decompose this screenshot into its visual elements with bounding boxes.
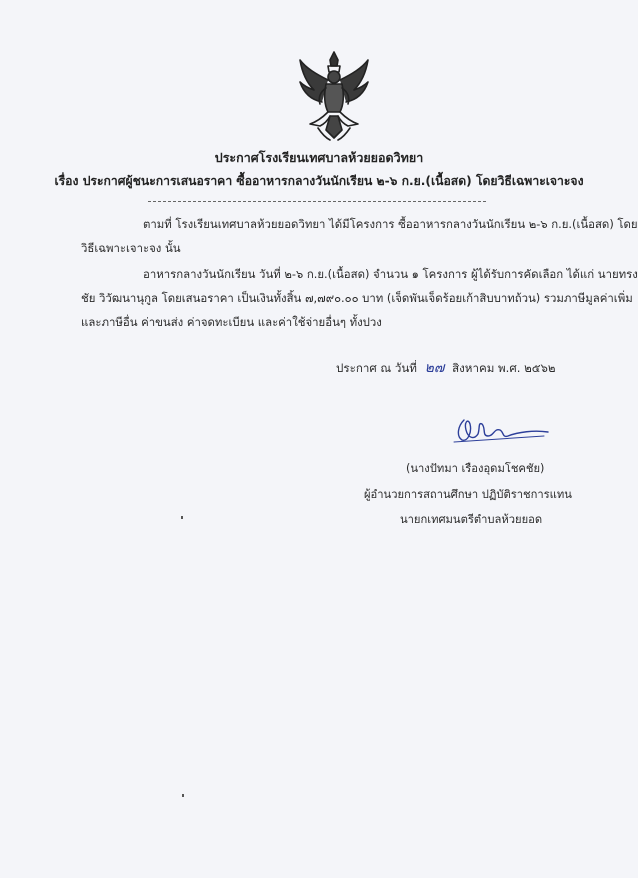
garuda-emblem-icon <box>296 50 372 142</box>
body-line-4: ชัย วิวัฒนานุกูล โดยเสนอราคา เป็นเงินทั้งสิ้น ๗,๗๙๐.๐๐ บาท (เจ็ดพันเจ็ดร้อยเก้าสิบบาทถ้วน) รวมภาษีมูลค่าเพิ่ม <box>81 291 633 305</box>
signer-name: (นางปัทมา เรืองอุดมโชคชัย) <box>406 462 545 475</box>
signer-position-1: ผู้อำนวยการสถานศึกษา ปฏิบัติราชการแทน <box>364 488 572 501</box>
date-prefix: ประกาศ ณ วันที่ <box>336 361 417 375</box>
date-suffix: สิงหาคม พ.ศ. ๒๕๖๒ <box>452 361 556 375</box>
body-line-3: อาหารกลางวันนักเรียน วันที่ ๒-๖ ก.ย.(เนื้อสด) จำนวน ๑ โครงการ ผู้ได้รับการคัดเลือก ได้แก่ นายทรง <box>143 267 638 281</box>
handwritten-day: ๒๗ <box>424 360 445 376</box>
body-line-5: และภาษีอื่น ค่าขนส่ง ค่าจดทะเบียน และค่าใช้จ่ายอื่นๆ ทั้งปวง <box>81 315 382 329</box>
paper-speck <box>182 794 184 797</box>
announcement-subject: เรื่อง ประกาศผู้ชนะการเสนอราคา ซื้ออาหารกลางวันนักเรียน ๒-๖ ก.ย.(เนื้อสด) โดยวิธีเฉพาะเจาะจง <box>54 174 584 188</box>
paper-speck <box>181 516 183 519</box>
announcement-date <box>336 357 556 379</box>
body-line-2: วิธีเฉพาะเจาะจง นั้น <box>81 241 181 255</box>
separator-line <box>148 201 486 202</box>
body-line-1: ตามที่ โรงเรียนเทศบาลห้วยยอดวิทยา ได้มีโครงการ ซื้ออาหารกลางวันนักเรียน ๒-๖ ก.ย.(เนื้อสด) โดย <box>143 217 638 231</box>
signer-position-2: นายกเทศมนตรีตำบลห้วยยอด <box>400 513 543 526</box>
signature-icon <box>444 412 552 448</box>
announcement-heading: ประกาศโรงเรียนเทศบาลห้วยยอดวิทยา <box>214 150 424 165</box>
